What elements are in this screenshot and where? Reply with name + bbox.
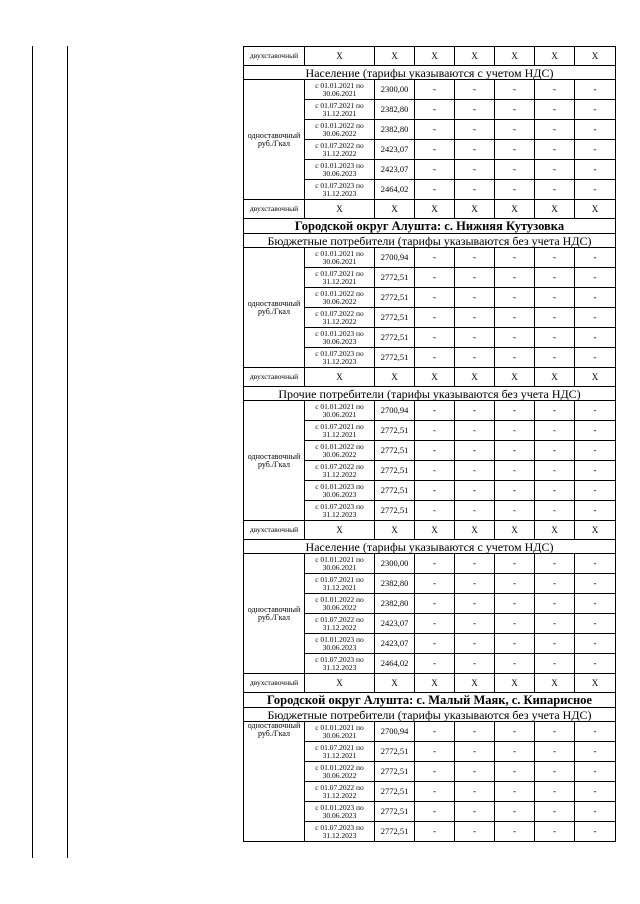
tariff-value: 2772,51	[375, 308, 415, 328]
empty-value: -	[455, 722, 495, 742]
empty-value: -	[495, 762, 535, 782]
tariff-value: 2464,02	[375, 180, 415, 200]
period-cell: с 01.01.2022 по 30.06.2022	[305, 441, 375, 461]
empty-value: -	[495, 441, 535, 461]
period-cell: с 01.07.2021 по 31.12.2021	[305, 100, 375, 120]
period-cell: с 01.07.2023 по 31.12.2023	[305, 654, 375, 674]
empty-value: -	[495, 180, 535, 200]
empty-value: -	[415, 288, 455, 308]
period-cell: с 01.01.2023 по 30.06.2023	[305, 802, 375, 822]
section-header: Население (тарифы указываются с учетом НДС)	[244, 66, 616, 80]
empty-value: -	[575, 441, 616, 461]
empty-value: -	[495, 120, 535, 140]
empty-value: -	[535, 100, 575, 120]
not-applicable-mark: X	[575, 47, 616, 66]
empty-value: -	[415, 248, 455, 268]
empty-value: -	[535, 722, 575, 742]
empty-value: -	[415, 554, 455, 574]
tariff-value: 2772,51	[375, 822, 415, 842]
tariff-value: 2382,80	[375, 120, 415, 140]
empty-value: -	[415, 501, 455, 521]
period-cell: с 01.07.2022 по 31.12.2022	[305, 461, 375, 481]
not-applicable-mark: X	[575, 674, 616, 693]
empty-value: -	[455, 80, 495, 100]
empty-value: -	[535, 288, 575, 308]
empty-value: -	[575, 80, 616, 100]
not-applicable-mark: X	[575, 521, 616, 540]
empty-value: -	[415, 140, 455, 160]
tariff-row	[244, 401, 616, 421]
period-cell: с 01.07.2023 по 31.12.2023	[305, 180, 375, 200]
not-applicable-mark: X	[495, 200, 535, 219]
empty-value: -	[575, 782, 616, 802]
tariff-value: 2700,94	[375, 248, 415, 268]
tariff-value: 2772,51	[375, 461, 415, 481]
empty-value: -	[535, 554, 575, 574]
empty-value: -	[535, 268, 575, 288]
two-rate-row	[244, 368, 616, 387]
empty-value: -	[455, 120, 495, 140]
not-applicable-mark: X	[375, 674, 415, 693]
empty-value: -	[455, 401, 495, 421]
tariff-value: 2772,51	[375, 268, 415, 288]
one-rate-label: одноставочный руб./Гкал	[244, 401, 305, 521]
empty-value: -	[455, 421, 495, 441]
tariff-value: 2464,02	[375, 654, 415, 674]
empty-value: -	[415, 722, 455, 742]
empty-value: -	[575, 574, 616, 594]
tariff-value: 2772,51	[375, 328, 415, 348]
empty-value: -	[455, 348, 495, 368]
empty-value: -	[575, 308, 616, 328]
empty-value: -	[535, 782, 575, 802]
empty-value: -	[575, 100, 616, 120]
empty-value: -	[535, 742, 575, 762]
two-rate-label: двухставочный	[244, 200, 305, 219]
empty-value: -	[455, 308, 495, 328]
empty-value: -	[535, 762, 575, 782]
location-header: Городской округ Алушта: с. Нижняя Кутузовка	[244, 219, 616, 234]
period-cell: с 01.01.2023 по 30.06.2023	[305, 481, 375, 501]
empty-value: -	[575, 802, 616, 822]
empty-value: -	[455, 614, 495, 634]
not-applicable-mark: X	[415, 521, 455, 540]
period-cell: с 01.01.2023 по 30.06.2023	[305, 634, 375, 654]
empty-value: -	[575, 654, 616, 674]
one-rate-label: одноставочный руб./Гкал	[244, 80, 305, 200]
empty-value: -	[495, 140, 535, 160]
empty-value: -	[535, 654, 575, 674]
tariff-value: 2382,80	[375, 594, 415, 614]
tariff-table	[243, 46, 616, 842]
location-header-row	[244, 219, 616, 234]
empty-value: -	[535, 160, 575, 180]
empty-value: -	[575, 461, 616, 481]
empty-value: -	[415, 441, 455, 461]
empty-value: -	[455, 762, 495, 782]
not-applicable-mark: X	[455, 521, 495, 540]
not-applicable-mark: X	[305, 200, 375, 219]
empty-value: -	[575, 554, 616, 574]
empty-value: -	[575, 268, 616, 288]
tariff-value: 2423,07	[375, 160, 415, 180]
empty-value: -	[415, 268, 455, 288]
tariff-value: 2772,51	[375, 501, 415, 521]
empty-value: -	[415, 120, 455, 140]
empty-value: -	[495, 160, 535, 180]
empty-value: -	[575, 762, 616, 782]
empty-value: -	[535, 401, 575, 421]
period-cell: с 01.07.2022 по 31.12.2022	[305, 782, 375, 802]
not-applicable-mark: X	[495, 521, 535, 540]
tariff-value: 2423,07	[375, 140, 415, 160]
tariff-table-body	[244, 47, 616, 842]
empty-value: -	[415, 614, 455, 634]
empty-value: -	[535, 614, 575, 634]
not-applicable-mark: X	[305, 674, 375, 693]
empty-value: -	[495, 401, 535, 421]
empty-value: -	[575, 822, 616, 842]
empty-value: -	[535, 634, 575, 654]
empty-value: -	[495, 481, 535, 501]
location-header-row	[244, 693, 616, 708]
empty-value: -	[575, 140, 616, 160]
not-applicable-mark: X	[375, 368, 415, 387]
section-header-row	[244, 540, 616, 554]
tariff-row	[244, 554, 616, 574]
section-header: Прочие потребители (тарифы указываются без учета НДС)	[244, 387, 616, 401]
empty-value: -	[535, 594, 575, 614]
empty-value: -	[415, 594, 455, 614]
not-applicable-mark: X	[535, 368, 575, 387]
not-applicable-mark: X	[375, 200, 415, 219]
empty-value: -	[575, 348, 616, 368]
one-rate-label: одноставочный руб./Гкал	[244, 248, 305, 368]
not-applicable-mark: X	[575, 368, 616, 387]
empty-value: -	[455, 288, 495, 308]
tariff-row	[244, 722, 616, 742]
not-applicable-mark: X	[375, 47, 415, 66]
section-header-row	[244, 387, 616, 401]
empty-value: -	[535, 822, 575, 842]
period-cell: с 01.01.2022 по 30.06.2022	[305, 762, 375, 782]
period-cell: с 01.01.2021 по 30.06.2021	[305, 722, 375, 742]
empty-value: -	[455, 481, 495, 501]
empty-value: -	[495, 80, 535, 100]
empty-value: -	[535, 481, 575, 501]
empty-value: -	[455, 634, 495, 654]
left-margin-line	[32, 46, 33, 858]
empty-value: -	[575, 288, 616, 308]
two-rate-label: двухставочный	[244, 674, 305, 693]
tariff-value: 2772,51	[375, 421, 415, 441]
empty-value: -	[415, 634, 455, 654]
empty-value: -	[455, 782, 495, 802]
empty-value: -	[455, 328, 495, 348]
empty-value: -	[535, 348, 575, 368]
empty-value: -	[495, 722, 535, 742]
section-header-row	[244, 66, 616, 80]
tariff-value: 2300,00	[375, 554, 415, 574]
empty-value: -	[455, 802, 495, 822]
not-applicable-mark: X	[305, 47, 375, 66]
not-applicable-mark: X	[455, 368, 495, 387]
empty-value: -	[575, 180, 616, 200]
empty-value: -	[495, 614, 535, 634]
empty-value: -	[415, 328, 455, 348]
period-cell: с 01.07.2021 по 31.12.2021	[305, 742, 375, 762]
tariff-value: 2700,94	[375, 401, 415, 421]
empty-value: -	[495, 288, 535, 308]
empty-value: -	[415, 80, 455, 100]
empty-value: -	[415, 348, 455, 368]
tariff-value: 2772,51	[375, 802, 415, 822]
period-cell: с 01.01.2023 по 30.06.2023	[305, 160, 375, 180]
empty-value: -	[415, 180, 455, 200]
period-cell: с 01.07.2022 по 31.12.2022	[305, 614, 375, 634]
not-applicable-mark: X	[415, 674, 455, 693]
empty-value: -	[415, 100, 455, 120]
two-rate-row	[244, 200, 616, 219]
empty-value: -	[415, 461, 455, 481]
empty-value: -	[575, 248, 616, 268]
period-cell: с 01.01.2021 по 30.06.2021	[305, 248, 375, 268]
empty-value: -	[495, 501, 535, 521]
not-applicable-mark: X	[495, 47, 535, 66]
not-applicable-mark: X	[415, 200, 455, 219]
not-applicable-mark: X	[305, 521, 375, 540]
empty-value: -	[575, 634, 616, 654]
not-applicable-mark: X	[455, 200, 495, 219]
section-header: Население (тарифы указываются с учетом НДС)	[244, 540, 616, 554]
period-cell: с 01.07.2022 по 31.12.2022	[305, 140, 375, 160]
empty-value: -	[535, 140, 575, 160]
empty-value: -	[575, 120, 616, 140]
tariff-value: 2700,94	[375, 722, 415, 742]
not-applicable-mark: X	[495, 674, 535, 693]
tariff-value: 2772,51	[375, 348, 415, 368]
empty-value: -	[535, 441, 575, 461]
period-cell: с 01.07.2023 по 31.12.2023	[305, 501, 375, 521]
two-rate-label: двухставочный	[244, 521, 305, 540]
empty-value: -	[495, 248, 535, 268]
two-rate-row	[244, 47, 616, 66]
empty-value: -	[535, 421, 575, 441]
period-cell: с 01.01.2023 по 30.06.2023	[305, 328, 375, 348]
period-cell: с 01.07.2021 по 31.12.2021	[305, 421, 375, 441]
not-applicable-mark: X	[375, 521, 415, 540]
period-cell: с 01.01.2021 по 30.06.2021	[305, 80, 375, 100]
empty-value: -	[495, 421, 535, 441]
empty-value: -	[455, 742, 495, 762]
empty-value: -	[415, 401, 455, 421]
empty-value: -	[575, 722, 616, 742]
not-applicable-mark: X	[535, 674, 575, 693]
period-cell: с 01.07.2022 по 31.12.2022	[305, 308, 375, 328]
not-applicable-mark: X	[415, 47, 455, 66]
empty-value: -	[495, 782, 535, 802]
tariff-value: 2772,51	[375, 782, 415, 802]
empty-value: -	[455, 140, 495, 160]
empty-value: -	[495, 348, 535, 368]
period-cell: с 01.01.2021 по 30.06.2021	[305, 401, 375, 421]
empty-value: -	[495, 594, 535, 614]
one-rate-label: одноставочный руб./Гкал	[244, 722, 305, 842]
period-cell: с 01.07.2023 по 31.12.2023	[305, 348, 375, 368]
empty-value: -	[455, 180, 495, 200]
empty-value: -	[455, 441, 495, 461]
empty-value: -	[455, 248, 495, 268]
empty-value: -	[575, 594, 616, 614]
empty-value: -	[455, 100, 495, 120]
tariff-value: 2772,51	[375, 441, 415, 461]
empty-value: -	[455, 574, 495, 594]
period-cell: с 01.07.2021 по 31.12.2021	[305, 574, 375, 594]
period-cell: с 01.01.2022 по 30.06.2022	[305, 288, 375, 308]
column-divider-line	[67, 46, 68, 858]
empty-value: -	[415, 574, 455, 594]
not-applicable-mark: X	[455, 47, 495, 66]
tariff-row	[244, 248, 616, 268]
empty-value: -	[535, 180, 575, 200]
location-header: Городской округ Алушта: с. Малый Маяк, с. Кипарисное	[244, 693, 616, 708]
empty-value: -	[535, 501, 575, 521]
empty-value: -	[495, 574, 535, 594]
not-applicable-mark: X	[305, 368, 375, 387]
section-header-row	[244, 708, 616, 722]
not-applicable-mark: X	[455, 674, 495, 693]
empty-value: -	[575, 401, 616, 421]
empty-value: -	[495, 554, 535, 574]
tariff-value: 2300,00	[375, 80, 415, 100]
empty-value: -	[455, 654, 495, 674]
section-header-row	[244, 234, 616, 248]
two-rate-row	[244, 674, 616, 693]
section-header: Бюджетные потребители (тарифы указываются без учета НДС)	[244, 708, 616, 722]
empty-value: -	[535, 120, 575, 140]
empty-value: -	[455, 268, 495, 288]
empty-value: -	[495, 802, 535, 822]
empty-value: -	[495, 100, 535, 120]
tariff-value: 2772,51	[375, 742, 415, 762]
empty-value: -	[495, 461, 535, 481]
empty-value: -	[495, 654, 535, 674]
empty-value: -	[495, 742, 535, 762]
empty-value: -	[535, 248, 575, 268]
empty-value: -	[495, 634, 535, 654]
empty-value: -	[415, 481, 455, 501]
one-rate-label: одноставочный руб./Гкал	[244, 554, 305, 674]
empty-value: -	[415, 421, 455, 441]
not-applicable-mark: X	[535, 521, 575, 540]
empty-value: -	[415, 802, 455, 822]
period-cell: с 01.01.2022 по 30.06.2022	[305, 120, 375, 140]
empty-value: -	[455, 461, 495, 481]
period-cell: с 01.07.2021 по 31.12.2021	[305, 268, 375, 288]
empty-value: -	[415, 822, 455, 842]
empty-value: -	[535, 80, 575, 100]
section-header: Бюджетные потребители (тарифы указываются без учета НДС)	[244, 234, 616, 248]
empty-value: -	[535, 574, 575, 594]
tariff-value: 2772,51	[375, 762, 415, 782]
not-applicable-mark: X	[415, 368, 455, 387]
period-cell: с 01.01.2021 по 30.06.2021	[305, 554, 375, 574]
not-applicable-mark: X	[535, 47, 575, 66]
empty-value: -	[455, 160, 495, 180]
empty-value: -	[575, 501, 616, 521]
tariff-value: 2772,51	[375, 481, 415, 501]
period-cell: с 01.07.2023 по 31.12.2023	[305, 822, 375, 842]
empty-value: -	[415, 160, 455, 180]
empty-value: -	[455, 554, 495, 574]
empty-value: -	[535, 328, 575, 348]
empty-value: -	[575, 742, 616, 762]
empty-value: -	[575, 614, 616, 634]
tariff-value: 2423,07	[375, 614, 415, 634]
not-applicable-mark: X	[535, 200, 575, 219]
empty-value: -	[575, 421, 616, 441]
tariff-value: 2772,51	[375, 288, 415, 308]
empty-value: -	[455, 501, 495, 521]
period-cell: с 01.01.2022 по 30.06.2022	[305, 594, 375, 614]
two-rate-label: двухставочный	[244, 47, 305, 66]
tariff-value: 2382,80	[375, 574, 415, 594]
empty-value: -	[535, 308, 575, 328]
two-rate-row	[244, 521, 616, 540]
empty-value: -	[535, 802, 575, 822]
empty-value: -	[455, 594, 495, 614]
empty-value: -	[495, 308, 535, 328]
empty-value: -	[415, 308, 455, 328]
not-applicable-mark: X	[575, 200, 616, 219]
empty-value: -	[495, 822, 535, 842]
tariff-value: 2382,80	[375, 100, 415, 120]
empty-value: -	[535, 461, 575, 481]
empty-value: -	[575, 481, 616, 501]
empty-value: -	[415, 654, 455, 674]
empty-value: -	[415, 742, 455, 762]
two-rate-label: двухставочный	[244, 368, 305, 387]
tariff-value: 2423,07	[375, 634, 415, 654]
empty-value: -	[415, 782, 455, 802]
empty-value: -	[495, 268, 535, 288]
empty-value: -	[455, 822, 495, 842]
not-applicable-mark: X	[495, 368, 535, 387]
tariff-row	[244, 80, 616, 100]
empty-value: -	[495, 328, 535, 348]
empty-value: -	[575, 160, 616, 180]
empty-value: -	[415, 762, 455, 782]
empty-value: -	[575, 328, 616, 348]
